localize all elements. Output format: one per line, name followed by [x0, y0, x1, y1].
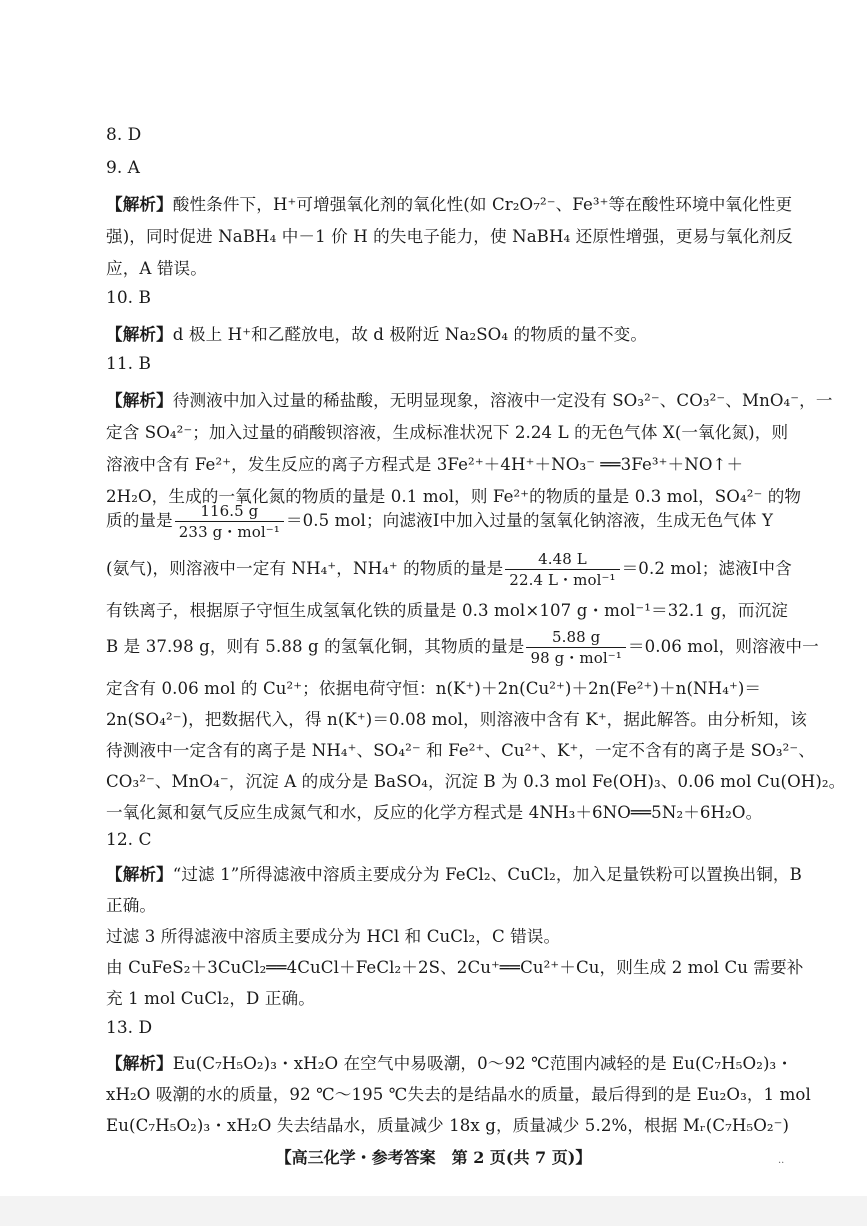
analysis-11-line-4: 2H₂O，生成的一氧化氮的物质的量是 0.1 mol，则 Fe²⁺的物质的量是 0.3 mol，SO₄²⁻ 的物	[106, 487, 802, 506]
analysis-13-line-1: 【解析】Eu(C₇H₅O₂)₃・xH₂O 在空气中易吸潮，0～92 ℃范围内减轻的是 Eu(C₇H₅O₂)₃・	[106, 1053, 793, 1073]
analysis-11-line-10: 2n(SO₄²⁻)，把数据代入，得 n(K⁺)＝0.08 mol，则溶液中含有 K⁺，据此解答。由分析知，该	[106, 710, 807, 729]
footer-dots: ··	[778, 1158, 785, 1169]
analysis-11-line-11: 待测液中一定含有的离子是 NH₄⁺、SO₄²⁻ 和 Fe²⁺、Cu²⁺、K⁺，一定不含有的离子是 SO₃²⁻、	[106, 741, 815, 760]
analysis-11-line-6: (氨气)，则溶液中一定有 NH₄⁺，NH₄⁺ 的物质的量是 $\frac{4.48 L}{\text{22.4 L・mol⁻¹}}$ ＝0.2 mol；滤液Ⅰ中含	[106, 550, 792, 589]
fraction-ammonia: $\frac{4.48 L}{\text{22.4 L・mol⁻¹}}$	[505, 549, 619, 590]
question-9-answer: 9. A	[106, 158, 140, 178]
analysis-10-line-1: 【解析】d 极上 H⁺和乙醛放电，故 d 极附近 Na₂SO₄ 的物质的量不变。	[106, 324, 648, 344]
analysis-11-line-7: 有铁离子，根据原子守恒生成氢氧化铁的质量是 0.3 mol×107 g・mol⁻¹＝32.1 g，而沉淀	[106, 601, 788, 620]
analysis-9-line-3: 应，A 错误。	[106, 259, 207, 278]
analysis-label: 【解析】	[106, 324, 173, 344]
analysis-11-line-3: 溶液中含有 Fe²⁺，发生反应的离子方程式是 3Fe²⁺＋4H⁺＋NO₃⁻ ══3Fe³⁺＋NO↑＋	[106, 455, 744, 474]
analysis-12-line-4: 由 CuFeS₂＋3CuCl₂══4CuCl＋FeCl₂＋2S、2Cu⁺══Cu²⁺＋Cu，则生成 2 mol Cu 需要补	[106, 958, 804, 977]
analysis-12-line-2: 正确。	[106, 896, 157, 915]
analysis-12-line-5: 充 1 mol CuCl₂，D 正确。	[106, 989, 315, 1008]
question-11-answer: 11. B	[106, 354, 151, 374]
analysis-11-line-1: 【解析】待测液中加入过量的稀盐酸，无明显现象，溶液中一定没有 SO₃²⁻、CO₃²⁻、MnO₄⁻，一	[106, 390, 833, 410]
analysis-13-line-3: Eu(C₇H₅O₂)₃・xH₂O 失去结晶水，质量减少 18x g，质量减少 5.2%，根据 Mᵣ(C₇H₅O₂⁻)	[106, 1116, 790, 1135]
analysis-11-line-5: 质的量是 $\frac{116.5 g}{\text{233 g・mol⁻¹}}$ ＝0.5 mol；向滤液Ⅰ中加入过量的氢氧化钠溶液，生成无色气体 Y	[106, 502, 774, 541]
bottom-band	[0, 1196, 867, 1226]
analysis-9-line-2: 强)，同时促进 NaBH₄ 中－1 价 H 的失电子能力，使 NaBH₄ 还原性增强，更易与氧化剂反	[106, 227, 793, 246]
question-8-answer: 8. D	[106, 125, 142, 145]
analysis-11-line-8: B 是 37.98 g，则有 5.88 g 的氢氧化铜，其物质的量是 $\frac{5.88 g}{\text{98 g・mol⁻¹}}$ ＝0.06 mol，则溶液中一	[106, 628, 819, 667]
analysis-label: 【解析】	[106, 864, 173, 884]
analysis-12-line-1: 【解析】“过滤 1”所得滤液中溶质主要成分为 FeCl₂、CuCl₂，加入足量铁粉可以置换出铜，B	[106, 864, 802, 884]
analysis-label: 【解析】	[106, 194, 173, 214]
analysis-11-line-9: 定含有 0.06 mol 的 Cu²⁺；依据电荷守恒：n(K⁺)＋2n(Cu²⁺)＋2n(Fe²⁺)＋n(NH₄⁺)＝	[106, 679, 762, 698]
analysis-11-line-12: CO₃²⁻、MnO₄⁻，沉淀 A 的成分是 BaSO₄，沉淀 B 为 0.3 mol Fe(OH)₃、0.06 mol Cu(OH)₂。	[106, 772, 846, 791]
analysis-11-line-2: 定含 SO₄²⁻；加入过量的硝酸钡溶液，生成标准状况下 2.24 L 的无色气体 X(一氧化氮)，则	[106, 423, 789, 442]
fraction-copper-hydroxide: $\frac{5.88 g}{\text{98 g・mol⁻¹}}$	[526, 627, 625, 668]
analysis-label: 【解析】	[106, 1053, 173, 1073]
analysis-13-line-2: xH₂O 吸潮的水的质量，92 ℃～195 ℃失去的是结晶水的质量，最后得到的是 Eu₂O₃，1 mol	[106, 1085, 811, 1104]
analysis-12-line-3: 过滤 3 所得滤液中溶质主要成分为 HCl 和 CuCl₂，C 错误。	[106, 927, 561, 946]
analysis-11-line-13: 一氧化氮和氨气反应生成氮气和水，反应的化学方程式是 4NH₃＋6NO══5N₂＋6H₂O。	[106, 803, 763, 822]
page-footer: 【高三化学・参考答案 第 2 页(共 7 页)】	[275, 1148, 592, 1167]
question-13-answer: 13. D	[106, 1018, 153, 1038]
question-10-answer: 10. B	[106, 288, 151, 308]
analysis-label: 【解析】	[106, 390, 173, 410]
analysis-9-line-1: 【解析】酸性条件下，H⁺可增强氧化剂的氧化性(如 Cr₂O₇²⁻、Fe³⁺等在酸性环境中氧化性更	[106, 194, 793, 214]
question-12-answer: 12. C	[106, 830, 152, 850]
fraction-barium-sulfate: $\frac{116.5 g}{\text{233 g・mol⁻¹}}$	[175, 501, 284, 542]
